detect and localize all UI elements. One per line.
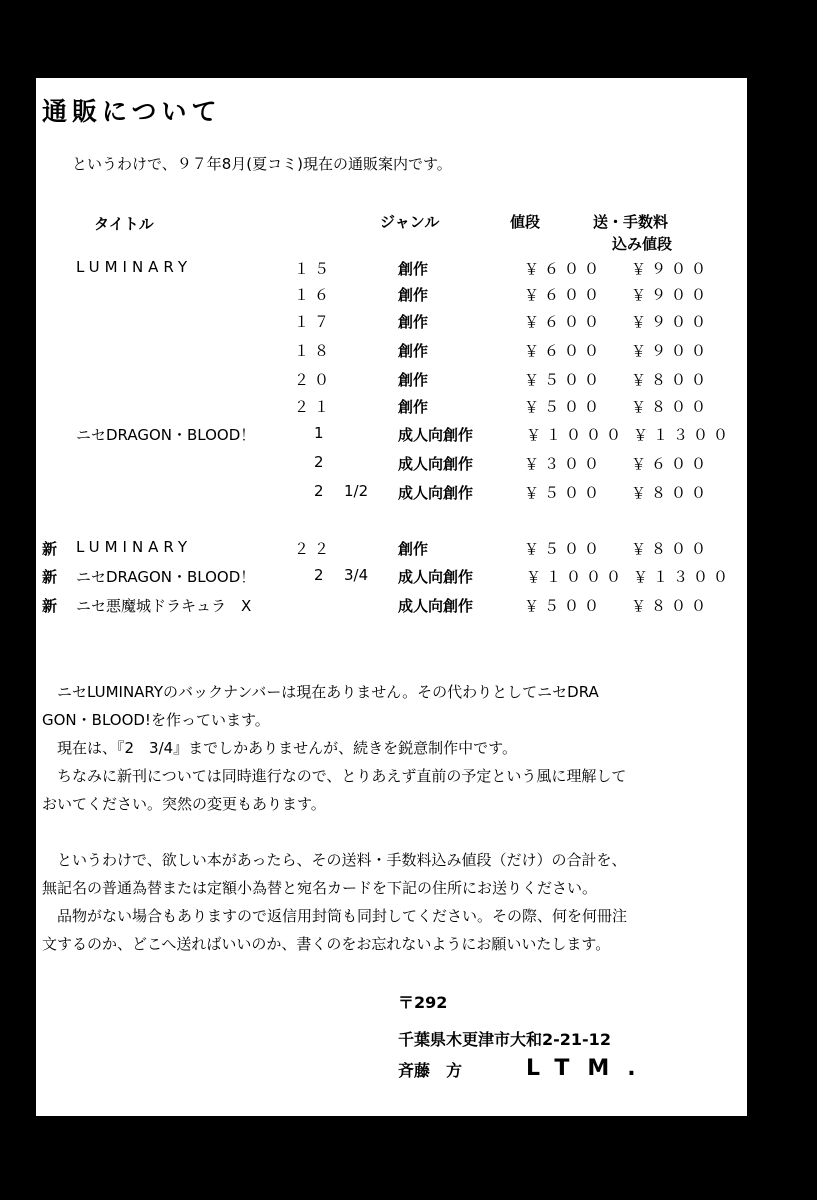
cell-title: ニセDRAGON・BLOOD！ [76, 568, 256, 586]
page-title: 通販について [42, 97, 222, 126]
cell-total: ￥９００ [631, 286, 712, 304]
cell-mark: 新 [42, 540, 58, 558]
cell-price: ￥６００ [524, 342, 605, 360]
paragraph-line: 品物がない場合もありますので返信用封筒も同封してください。その際、何を何冊注 [42, 907, 628, 925]
paragraph-line: ちなみに新刊については同時進行なので、とりあえず直前の予定という風に理解して [42, 767, 627, 785]
address-line: 千葉県木更津市大和2-21-12 [398, 1030, 611, 1049]
cell-issue: １６ [294, 286, 335, 304]
header-total: 送・手数料 [593, 213, 669, 231]
cell-issue: 2 [314, 482, 329, 500]
cell-total: ￥８００ [631, 398, 712, 416]
cell-mark: 新 [42, 597, 58, 615]
cell-genre: 成人向創作 [398, 426, 474, 444]
mail-order-page [36, 78, 747, 1116]
postal-code: 〒292 [398, 993, 448, 1012]
circle-name: LTM. [526, 1056, 654, 1081]
cell-genre: 成人向創作 [398, 455, 474, 473]
cell-sub: 1/2 [344, 482, 369, 500]
cell-price: ￥６００ [524, 313, 605, 331]
header-title: タイトル [94, 215, 154, 233]
cell-title: ニセDRAGON・BLOOD！ [76, 426, 256, 444]
header-total-sub: 込み値段 [612, 235, 673, 253]
cell-price: ￥５００ [524, 398, 605, 416]
paragraph-line: 無記名の普通為替または定額小為替と宛名カードを下記の住所にお送りください。 [42, 879, 598, 897]
cell-issue: 2 [314, 566, 329, 584]
cell-genre: 創作 [398, 286, 429, 304]
cell-total: ￥８００ [631, 484, 712, 502]
cell-sub: 3/4 [344, 566, 369, 584]
cell-issue: １５ [294, 260, 335, 278]
cell-price: ￥５００ [524, 484, 605, 502]
header-price: 値段 [510, 213, 541, 231]
cell-total: ￥１３００ [633, 568, 734, 586]
cell-genre: 成人向創作 [398, 568, 474, 586]
cell-issue: ２２ [294, 540, 335, 558]
paragraph-line: というわけで、欲しい本があったら、その送料・手数料込み値段（だけ）の合計を、 [42, 851, 627, 869]
header-genre: ジャンル [380, 213, 440, 231]
cell-genre: 創作 [398, 398, 429, 416]
cell-issue: ２１ [294, 398, 335, 416]
cell-price: ￥５００ [524, 540, 605, 558]
cell-genre: 創作 [398, 313, 429, 331]
cell-genre: 創作 [398, 260, 429, 278]
cell-price: ￥５００ [524, 597, 605, 615]
cell-total: ￥８００ [631, 371, 712, 389]
cell-total: ￥９００ [631, 260, 712, 278]
cell-title: LUMINARY [76, 258, 193, 276]
notes-block [42, 678, 740, 958]
paragraph-line: 現在は、『2 3/4』までしかありませんが、続きを鋭意制作中です。 [42, 739, 517, 757]
cell-genre: 成人向創作 [398, 597, 474, 615]
cell-issue: １８ [294, 342, 335, 360]
cell-issue: １７ [294, 313, 335, 331]
intro-text: というわけで、９７年8月(夏コミ)現在の通販案内です。 [72, 155, 452, 173]
cell-price: ￥６００ [524, 286, 605, 304]
cell-issue: 1 [314, 424, 329, 442]
paragraph-line: おいてください。突然の変更もあります。 [42, 795, 326, 813]
cell-price: ￥５００ [524, 371, 605, 389]
paragraph-line: 文するのか、どこへ送ればいいのか、書くのをお忘れないようにお願いいたします。 [42, 935, 611, 953]
cell-genre: 創作 [398, 540, 429, 558]
cell-total: ￥９００ [631, 342, 712, 360]
cell-genre: 創作 [398, 371, 429, 389]
cell-total: ￥８００ [631, 540, 712, 558]
cell-title: LUMINARY [76, 538, 193, 556]
cell-total: ￥６００ [631, 455, 712, 473]
paragraph-spacer [42, 818, 740, 846]
cell-price: ￥１０００ [526, 568, 627, 586]
cell-genre: 成人向創作 [398, 484, 474, 502]
cell-genre: 創作 [398, 342, 429, 360]
cell-price: ￥１０００ [526, 426, 627, 444]
cell-total: ￥９００ [631, 313, 712, 331]
cell-price: ￥６００ [524, 260, 605, 278]
cell-issue: 2 [314, 453, 329, 471]
cell-issue: ２０ [294, 371, 335, 389]
cell-total: ￥８００ [631, 597, 712, 615]
recipient-name: 斉藤 方 [398, 1061, 463, 1080]
paragraph-line: GON・BLOOD!を作っています。 [42, 711, 270, 729]
cell-mark: 新 [42, 568, 58, 586]
cell-total: ￥１３００ [633, 426, 734, 444]
paragraph-line: ニセLUMINARYのバックナンバーは現在ありません。その代わりとしてニセDRA [42, 683, 599, 701]
cell-title: ニセ悪魔城ドラキュラ X [76, 597, 252, 615]
cell-price: ￥３００ [524, 455, 605, 473]
